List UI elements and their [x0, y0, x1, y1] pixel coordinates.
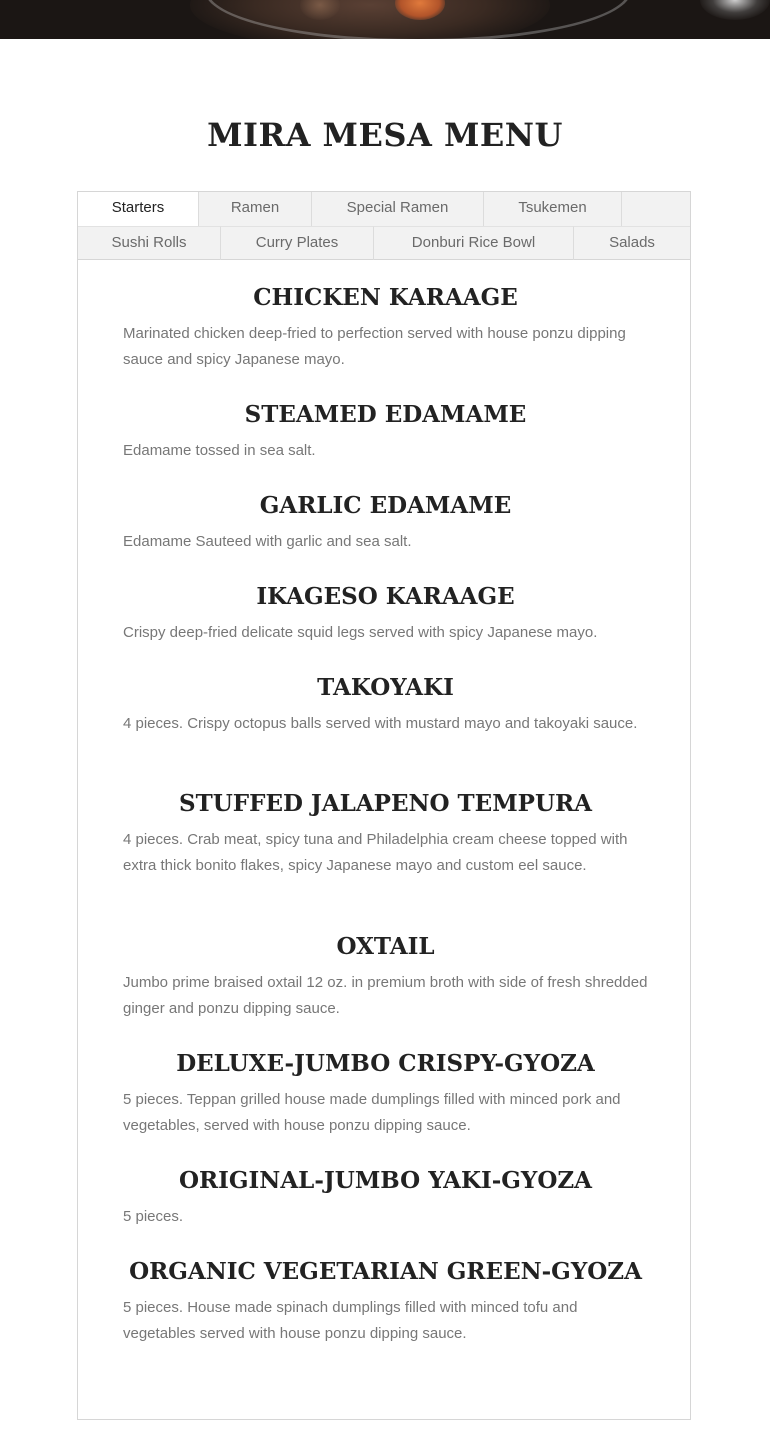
page-title: MIRA MESA MENU [207, 116, 563, 154]
menu-item [123, 1166, 648, 1230]
menu-item-name: IKAGESO KARAAGE [256, 583, 515, 610]
menu-item-description: Jumbo prime braised oxtail 12 oz. in premium broth with side of fresh shredded ginger and ponzu dipping sauce. [123, 974, 648, 1017]
menu-item [123, 1257, 648, 1347]
menu-item [123, 789, 648, 879]
menu-panel [77, 191, 691, 1420]
menu-item-name: CHICKEN KARAAGE [253, 284, 518, 311]
menu-item [123, 932, 648, 1022]
menu-item-description: Edamame Sauteed with garlic and sea salt. [123, 533, 412, 550]
menu-item [123, 1049, 648, 1139]
menu-item-description: 4 pieces. Crab meat, spicy tuna and Philadelphia cream cheese topped with extra thick bonito flakes, spicy Japanese mayo and custom eel sauce. [123, 831, 628, 874]
menu-item-name: GARLIC EDAMAME [259, 492, 512, 519]
menu-item [123, 491, 648, 555]
menu-item [123, 283, 648, 373]
menu-item-name: TAKOYAKI [317, 674, 454, 701]
tab-special-ramen[interactable]: Special Ramen [312, 192, 484, 226]
tab-curry-plates[interactable]: Curry Plates [221, 226, 374, 260]
menu-item-description: Crispy deep-fried delicate squid legs served with spicy Japanese mayo. [123, 624, 598, 641]
menu-item-name: OXTAIL [336, 933, 435, 960]
menu-item [123, 582, 648, 646]
menu-item-description: 5 pieces. [123, 1208, 184, 1225]
tab-salads[interactable]: Salads [574, 226, 690, 260]
menu-item-description: Marinated chicken deep-fried to perfection served with house ponzu dipping sauce and spicy Japanese mayo. [123, 325, 626, 368]
tab-sushi-rolls[interactable]: Sushi Rolls [78, 226, 221, 260]
menu-item-description: Edamame tossed in sea salt. [123, 442, 316, 459]
tab-ramen[interactable]: Ramen [199, 192, 312, 226]
menu-item [123, 673, 648, 737]
menu-item [123, 400, 648, 464]
tab-starters[interactable]: Starters [78, 192, 199, 226]
menu-tabs [78, 192, 690, 260]
menu-item-name: ORIGINAL-JUMBO YAKI-GYOZA [178, 1167, 593, 1194]
menu-item-name: STUFFED JALAPENO TEMPURA [179, 790, 592, 817]
menu-item-name: STEAMED EDAMAME [244, 401, 527, 428]
menu-item-description: 5 pieces. House made spinach dumplings filled with minced tofu and vegetables served with house ponzu dipping sauce. [123, 1299, 578, 1342]
menu-item-name: ORGANIC VEGETARIAN GREEN-GYOZA [129, 1258, 642, 1285]
hero-glare [700, 0, 770, 20]
menu-item-description: 4 pieces. Crispy octopus balls served with mustard mayo and takoyaki sauce. [123, 715, 638, 732]
tab-tsukemen[interactable]: Tsukemen [484, 192, 622, 226]
menu-item-description: 5 pieces. Teppan grilled house made dumplings filled with minced pork and vegetables, served with house ponzu dipping sauce. [123, 1091, 621, 1134]
tab-donburi-rice-bowl[interactable]: Donburi Rice Bowl [374, 226, 574, 260]
menu-item-name: DELUXE-JUMBO CRISPY-GYOZA [176, 1050, 595, 1077]
hero-food-image [0, 0, 770, 39]
